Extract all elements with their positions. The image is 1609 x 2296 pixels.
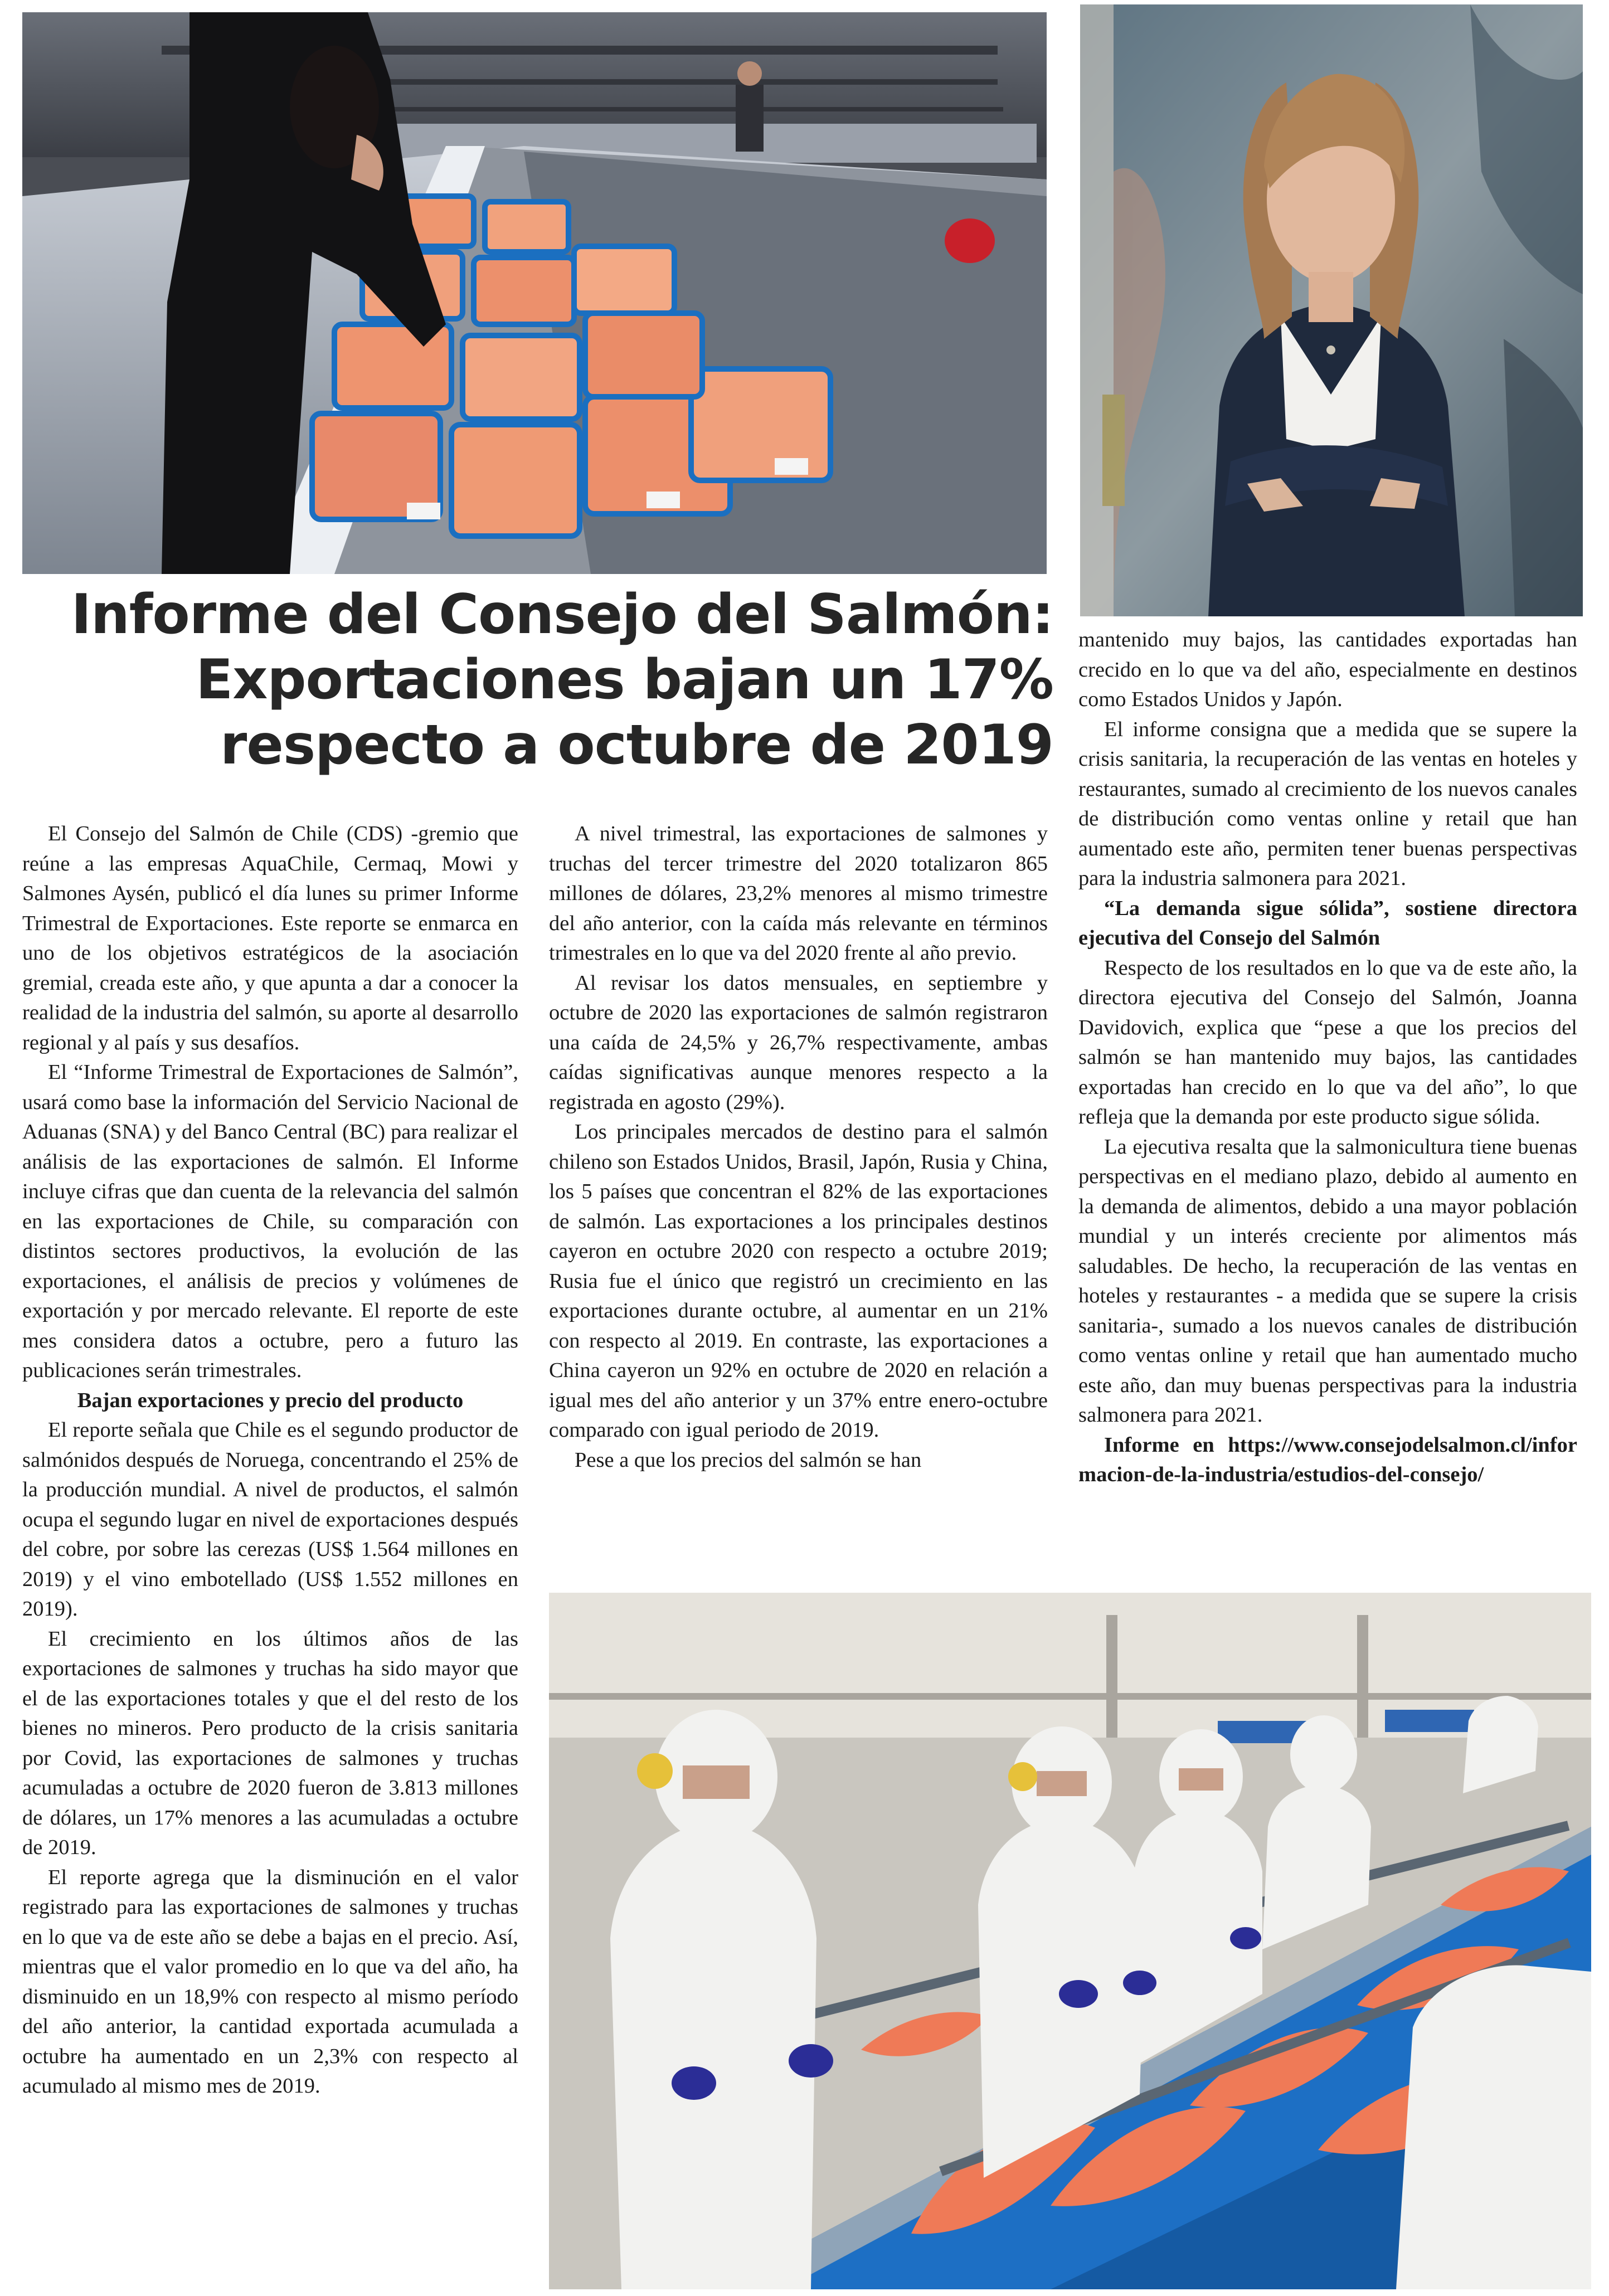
paragraph: A nivel trimestral, las exportaciones de salmones y truchas del tercer trimestre del 2020 totalizaron 865 millones de dólares, 23,2% menores al mismo trimestre del año anterior, con la caída más relevante en términos trimestrales en lo que va del 2020 frente al año previo.: [549, 822, 1048, 965]
article-column-1: [22, 819, 518, 2102]
paragraph: Los principales mercados de destino para el salmón chileno son Estados Unidos, Brasil, Japón, Rusia y China, los 5 países que concentran el 82% de las exportaciones de salmón. Las exportaciones a los principales destinos cayeron en octubre 2020 con respecto a octubre 2019; Rusia fue el único que registró un crecimiento en las exportaciones durante octubre, al aumentar en un 21% con respecto al 2019. En contraste, las exportaciones a China cayeron un 92% en octubre de 2020 en relación a igual mes del año anterior y un 37% entre enero-octubre comparado con igual periodo de 2019.: [549, 1120, 1048, 1442]
photo-salmon-processing-plant: [549, 1593, 1591, 2289]
paragraph: La ejecutiva resalta que la salmonicultura tiene buenas perspectivas en el mediano plazo, debido al aumento en la demanda de alimentos, debido a una mayor población mundial y un interés creciente por alimentos más saludables. De hecho, la recuperación de las ventas en hoteles y restaurantes - a medida que se supere la crisis sanitaria-, sumado a los nuevos canales de distribución como ventas online y retail que han aumentado mucho este año, dan muy buenas perspectivas para la industria salmonera para 2021.: [1078, 1135, 1577, 1427]
article-column-2: [549, 819, 1048, 1475]
paragraph: El reporte señala que Chile es el segundo productor de salmónidos después de Noruega, concentrando el 25% de la producción mundial. A nivel de productos, el salmón ocupa el segundo lugar en nivel de exportaciones después del cobre, por sobre las cerezas (US$ 1.564 millones en 2019) y el vino embotellado (US$ 1.552 millones en 2019).: [22, 1418, 518, 1621]
paragraph: El crecimiento en los últimos años de las exportaciones de salmones y truchas ha sido mayor que el de las exportaciones totales y que el del resto de los bienes no mineros. Pero producto de la crisis sanitaria por Covid, las exportaciones de salmones y truchas acumuladas a octubre de 2020 fueron de 3.813 millones de dólares, un 17% menores a las acumuladas a octubre de 2019.: [22, 1627, 518, 1859]
paragraph: El “Informe Trimestral de Exportaciones de Salmón”, usará como base la información del Servicio Nacional de Aduanas (SNA) y del Banco Central (BC) para realizar el análisis de las exportaciones de salmón. El Informe incluye cifras que dan cuenta de la relevancia del salmón en las exportaciones de Chile, su comparación con distintos sectores productivos, la evolución de las exportaciones, el análisis de precios y volúmenes de exportación y por mercado relevante. El reporte de este mes considera datos a octubre, pero a futuro las publicaciones serán trimestrales.: [22, 1061, 518, 1382]
subheading-exports-price: Bajan exportaciones y precio del producto: [77, 1388, 464, 1412]
article-column-3: [1078, 625, 1577, 1490]
source-link[interactable]: Informe en https://www.consejodelsalmon.cl/informacion-de-la-industria/estudios-del-consejo/: [1078, 1433, 1577, 1486]
photo-executive-portrait: [1080, 4, 1583, 616]
paragraph: Respecto de los resultados en lo que va de este año, la directora ejecutiva del Consejo del Salmón, Joanna Davidovich, explica que “pese a que los precios del salmón se han mantenido muy bajos, las cantidades exportadas han crecido en lo que va del año”, lo que refleja que la demanda por este producto sigue sólida.: [1078, 956, 1577, 1128]
paragraph: Al revisar los datos mensuales, en septiembre y octubre de 2020 las exportaciones de salmón registraron una caída de 24,5% y 26,7% respectivamente, ambas caídas significativas aunque menores respecto a la registrada en agosto (29%).: [549, 971, 1048, 1114]
headline-line-2: Exportaciones bajan un 17%: [196, 648, 1053, 712]
paragraph: El reporte agrega que la disminución en el valor registrado para las exportaciones de salmones y truchas en lo que va de este año se debe a bajas en el precio. Así, mientras que el valor promedio en lo que va del año, ha disminuido en un 18,9% con respecto al mismo período del año anterior, la cantidad exportada acumulada a octubre ha aumentado en un 2,3% con respecto al acumulado al mismo mes de 2019.: [22, 1865, 518, 2098]
headline-line-3: respecto a octubre de 2019: [220, 713, 1053, 777]
photo-supermarket-salmon-display: [22, 12, 1047, 574]
paragraph: mantenido muy bajos, las cantidades exportadas han crecido en lo que va del año, especialmente en destinos como Estados Unidos y Japón.: [1078, 628, 1577, 711]
paragraph: El Consejo del Salmón de Chile (CDS) -gremio que reúne a las empresas AquaChile, Cermaq, Mowi y Salmones Aysén, publicó el día lunes su primer Informe Trimestral de Exportaciones. Este reporte se enmarca en uno de los objetivos estratégicos de la asociación gremial, creada este año, y que apunta a dar a conocer la realidad de la industria del salmón, su aporte al desarrollo regional y al país y sus desafíos.: [22, 822, 518, 1054]
paragraph: El informe consigna que a medida que se supere la crisis sanitaria, la recuperación de las ventas en hoteles y restaurantes, sumado al crecimiento de los nuevos canales de distribución como ventas online y retail que han aumentado este año, permiten tener buenas perspectivas para la industria salmonera para 2021.: [1078, 717, 1577, 890]
headline-line-1: Informe del Consejo del Salmón:: [71, 583, 1053, 646]
subheading-demand-solid: “La demanda sigue sólida”, sostiene directora ejecutiva del Consejo del Salmón: [1078, 896, 1577, 950]
headline: [22, 582, 1053, 778]
paragraph: Pese a que los precios del salmón se han: [575, 1448, 922, 1472]
